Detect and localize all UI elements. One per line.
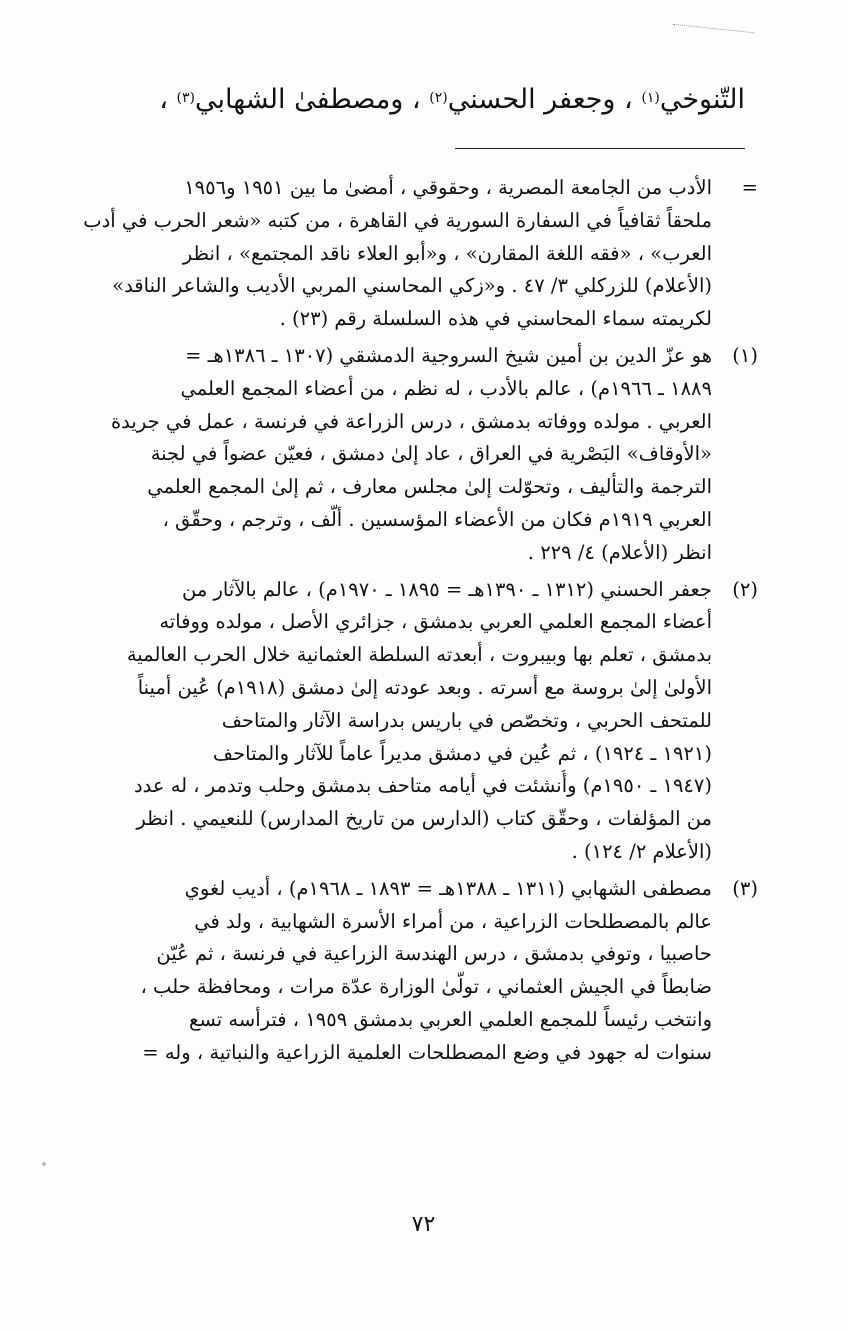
text-line: العربي ١٩١٩م فكان من الأعضاء المؤسسين . ألّف ، وترجم ، وحقّق ، — [162, 507, 712, 531]
footnotes — [70, 172, 758, 1074]
text-line: ضابطاً في الجيش العثماني ، تولّىٰ الوزارة عدّة مرات ، ومحافظة حلب ، — [140, 975, 712, 999]
text-line: وانتخب رئيساً للمجمع العلمي العربي بدمشق ١٩٥٩ ، فترأسه تسع — [189, 1007, 712, 1031]
text-line: «الأوقاف» البَصْرية في العراق ، عاد إلىٰ دمشق ، فعيّن عضواً في لجنة — [150, 442, 712, 466]
text-line: العرب» ، «فقه اللغة المقارن» ، و«أبو العلاء ناقد المجتمع» ، انظر — [182, 241, 712, 265]
footnote-marker: (١) — [732, 343, 758, 367]
name-mustafa: ، ومصطفىٰ الشهابي — [195, 84, 430, 115]
footnote-3 — [70, 873, 758, 1070]
text-line: أعضاء المجمع العلمي العربي بدمشق ، جزائري الأصل ، مولده ووفاته — [159, 610, 712, 634]
text-line: حاصبيا ، وتوفي بدمشق ، درس الهندسة الزراعية في فرنسة ، ثم عُيّن — [156, 942, 712, 966]
footnote-text — [70, 172, 712, 336]
trailing-comma: ، — [159, 84, 177, 115]
footnote-text — [70, 340, 712, 570]
text-line: ملحقاً ثقافياً في السفارة السورية في القاهرة ، من كتبه «شعر الحرب في أدب — [83, 208, 712, 232]
text-line: الأولىٰ إلىٰ بروسة مع أسرته . وبعد عودته إلىٰ دمشق (١٩١٨م) عُين أميناً — [137, 675, 712, 699]
text-line: (الأعلام) للزركلي ٣/ ٤٧ . و«زكي المحاسني المربي الأديب والشاعر الناقد» — [112, 274, 712, 298]
text-line: عالم بالمصطلحات الزراعية ، من أمراء الأسرة الشهابية ، ولد في — [194, 909, 712, 933]
footnote-text — [70, 574, 712, 869]
text-line: (الأعلام ٢/ ١٢٤) . — [571, 839, 712, 863]
text-line: ١٨٨٩ ـ ١٩٦٦م) ، عالم بالأدب ، له نظم ، من أعضاء المجمع العلمي — [180, 376, 712, 400]
text-line: انظر (الأعلام) ٤/ ٢٢٩ . — [527, 540, 712, 564]
text-line: هو عزّ الدين بن أمين شيخ السروجية الدمشقي (١٣٠٧ ـ ١٣٨٦هـ = — [185, 343, 712, 367]
footnote-marker: = — [741, 176, 758, 199]
scan-speck — [42, 1162, 46, 1166]
text-line: (١٩٤٧ ـ ١٩٥٠م) وأُنشئت في أيامه متاحف بدمشق وحلب وتدمر ، له عدد — [133, 774, 712, 798]
footnote-marker: (٢) — [732, 577, 758, 601]
text-line: بدمشق ، تعلم بها وبيبروت ، أبعدته السلطة العثمانية خلال الحرب العالمية — [126, 643, 712, 667]
text-line: من المؤلفات ، وحقّق كتاب (الدارس من تاريخ المدارس) للنعيمي . انظر — [136, 807, 712, 831]
text-line: الترجمة والتأليف ، وتحوّلت إلىٰ مجلس معارف ، ثم إلىٰ المجمع العلمي — [147, 475, 712, 499]
footnote-ref-2[interactable]: (٢) — [429, 90, 448, 106]
text-line: مصطفى الشهابي (١٣١١ ـ ١٣٨٨هـ = ١٨٩٣ ـ ١٩٦٨م) ، أديب لغوي — [184, 876, 712, 900]
footnote-marker: (٣) — [732, 876, 758, 900]
text-line: لكريمته سماء المحاسني في هذه السلسلة رقم (٢٣) . — [279, 307, 712, 331]
footnote-continuation — [70, 172, 758, 336]
text-line: الأدب من الجامعة المصرية ، وحقوقي ، أمضىٰ ما بين ١٩٥١ و١٩٥٦ — [184, 176, 712, 199]
footnote-text — [70, 873, 712, 1070]
text-line: سنوات له جهود في وضع المصطلحات العلمية الزراعية والنباتية ، وله = — [142, 1040, 712, 1064]
footnote-2 — [70, 574, 758, 869]
text-line: جعفر الحسني (١٣١٢ ـ ١٣٩٠هـ = ١٨٩٥ ـ ١٩٧٠م) ، عالم بالآثار من — [181, 577, 712, 601]
footnote-1 — [70, 340, 758, 570]
text-line: للمتحف الحربي ، وتخصّص في باريس بدراسة الآثار والمتاحف — [221, 708, 712, 732]
text-line: العربي . مولده ووفاته بدمشق ، درس الزراعة في فرنسة ، عمل في جريدة — [110, 409, 712, 433]
page-number: ٧٢ — [411, 1212, 436, 1237]
footnote-ref-1[interactable]: (١) — [641, 90, 660, 106]
name-tanukhi: التّنوخي — [659, 84, 745, 115]
scan-mark — [671, 24, 754, 47]
running-text-line — [65, 80, 745, 120]
footnote-separator — [455, 148, 745, 149]
name-jafar: ، وجعفر الحسني — [447, 84, 642, 115]
footnote-ref-3[interactable]: (٣) — [176, 90, 196, 106]
text-line: (١٩٢١ ـ ١٩٢٤) ، ثم عُين في دمشق مديراً عاماً للآثار والمتاحف — [212, 741, 712, 765]
